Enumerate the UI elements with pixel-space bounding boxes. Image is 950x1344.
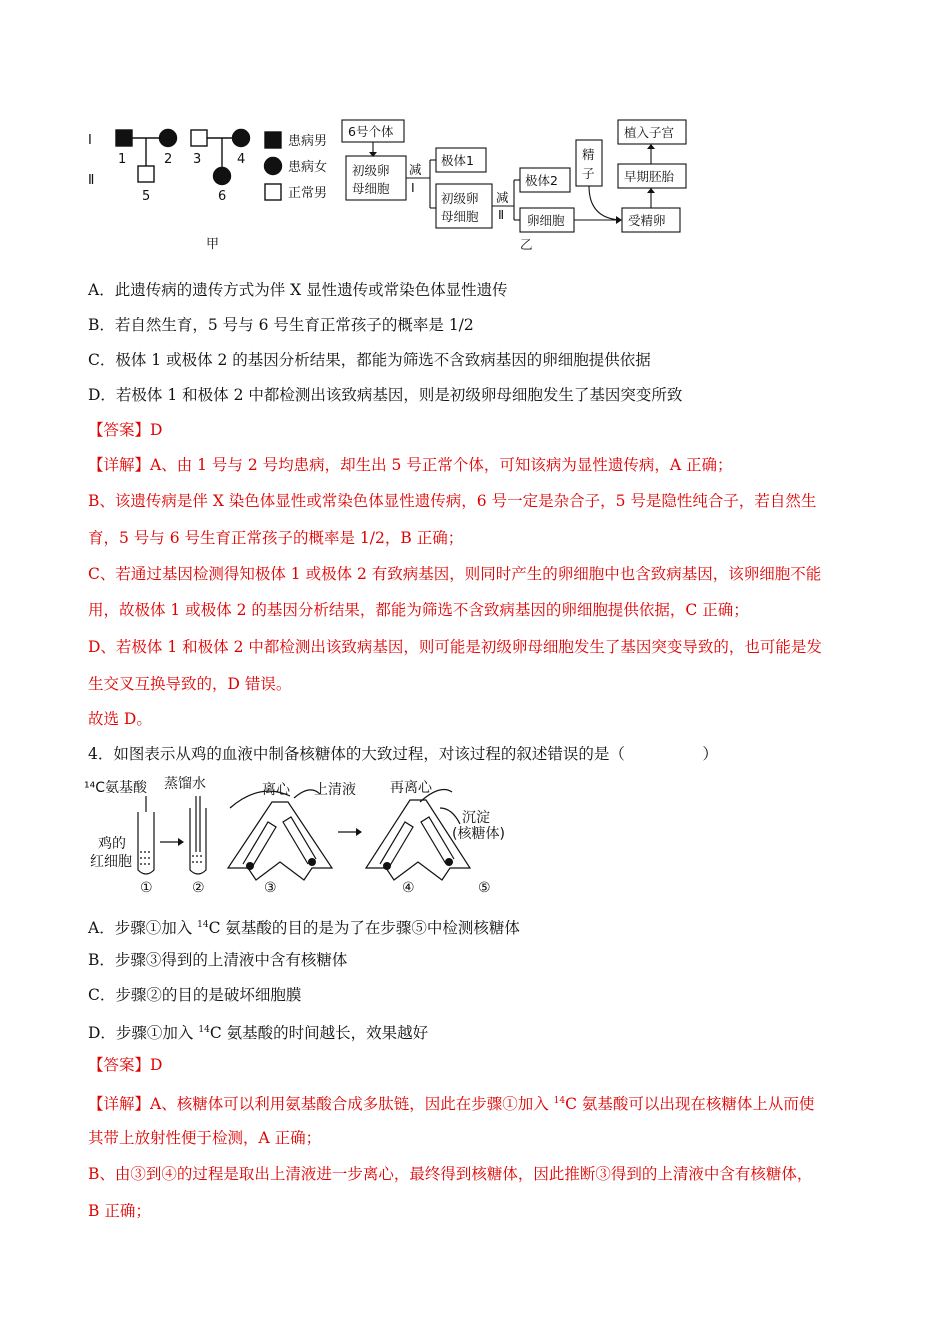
box-primary-oocyte-1a: 初级卵 (352, 163, 390, 178)
caption-yi: 乙 (520, 237, 533, 252)
label-meiosis-1a: 减 (409, 162, 422, 177)
label-chicken: 鸡的 (98, 836, 126, 852)
individual-5-normal-male (138, 166, 154, 182)
legend-affected-male: 患病男 (288, 134, 328, 149)
label-step-3: ③ (264, 880, 277, 896)
label-2: 2 (164, 152, 173, 167)
q4-option-a: A．步骤①加入 $^{14}$C 氨基酸的目的是为了在步骤⑤中检测核糖体 (88, 919, 520, 937)
q3-detail-a: 【详解】A、由 1 号与 2 号均患病，却生出 5 号正常个体，可知该病为显性遗传病，A 正确； (88, 456, 733, 474)
q4-option-b: B．步骤③得到的上清液中含有核糖体 (88, 951, 348, 969)
q4-answer: 【答案】D (88, 1056, 163, 1074)
q3-option-d: D．若极体 1 和极体 2 中都检测出该致病基因，则是初级卵母细胞发生了基因突变所致 (88, 386, 683, 404)
label-precipitate: 沉淀 (462, 810, 490, 826)
q3-choose: 故选 D。 (88, 710, 152, 728)
figure-pedigree-and-flow (80, 108, 720, 258)
q3-option-a: A．此遗传病的遗传方式为伴 X 显性遗传或常染色体显性遗传 (88, 281, 508, 299)
individual-3-normal-male (191, 130, 207, 146)
label-4: 4 (237, 152, 246, 167)
label-meiosis-2b: Ⅱ (498, 207, 505, 222)
label-step-1: ① (140, 880, 153, 896)
box-egg-cell: 卵细胞 (527, 213, 565, 228)
q4-detail-a1: 【详解】A、核糖体可以利用氨基酸合成多肽链，因此在步骤①加入 $^{14}$C 氨基酸可以出现在核糖体上从而使 (88, 1095, 815, 1113)
label-recentrifuge: 再离心 (390, 780, 432, 796)
box-polar-body-2: 极体2 (525, 173, 558, 188)
caption-jia: 甲 (206, 237, 220, 252)
gen1-label: Ⅰ (88, 133, 92, 148)
label-ribosome: (核糖体) (452, 826, 505, 842)
individual-4-affected-female (233, 130, 250, 147)
gen2-label: Ⅱ (88, 173, 95, 188)
q4-detail-b2: B 正确； (88, 1202, 151, 1220)
label-5: 5 (142, 189, 151, 204)
q3-detail-b2: 育，5 号与 6 号生育正常孩子的概率是 1/2，B 正确； (88, 529, 464, 547)
q3-option-b: B．若自然生育，5 号与 6 号生育正常孩子的概率是 1/2 (88, 316, 474, 334)
box-zygote: 受精卵 (628, 213, 666, 228)
box-polar-body-1: 极体1 (441, 153, 474, 168)
box-primary-oocyte-1b: 母细胞 (352, 181, 390, 196)
box-early-embryo: 早期胚胎 (624, 169, 675, 184)
box-sperm-a: 精 (582, 147, 595, 162)
q4-option-c: C．步骤②的目的是破坏细胞膜 (88, 986, 302, 1004)
individual-2-affected-female (160, 130, 177, 147)
label-meiosis-1b: Ⅰ (411, 180, 415, 195)
label-c14-amino-acid: ¹⁴C氨基酸 (84, 780, 147, 796)
figure-ribosome-prep (80, 772, 540, 900)
legend-affected-female: 患病女 (288, 160, 328, 175)
label-1: 1 (118, 152, 127, 167)
label-6: 6 (218, 189, 227, 204)
individual-6-affected-female (214, 168, 231, 185)
label-3: 3 (193, 152, 202, 167)
label-supernatant: 上清液 (314, 782, 356, 798)
box-implant-uterus: 植入子宫 (624, 125, 675, 140)
q3-detail-c2: 用，故极体 1 或极体 2 的基因分析结果，都能为筛选不含致病基因的卵细胞提供依据，C 正确； (88, 601, 749, 619)
q3-option-c: C．极体 1 或极体 2 的基因分析结果，都能为筛选不含致病基因的卵细胞提供依据 (88, 351, 651, 369)
label-meiosis-2a: 减 (496, 190, 509, 205)
legend-normal-male: 正常男 (288, 186, 328, 201)
individual-1-affected-male (116, 130, 132, 146)
q3-detail-d2: 生交叉互换导致的，D 错误。 (88, 675, 292, 693)
q3-detail-d1: D、若极体 1 和极体 2 中都检测出该致病基因，则可能是初级卵母细胞发生了基因突变导致的，也可能是发 (88, 638, 822, 656)
box-primary-oocyte-2b: 母细胞 (441, 209, 479, 224)
q4-detail-b1: B、由③到④的过程是取出上清液进一步离心，最终得到核糖体，因此推断③得到的上清液中含有核糖体， (88, 1165, 813, 1183)
box-primary-oocyte-2a: 初级卵 (441, 191, 479, 206)
label-distilled-water: 蒸馏水 (164, 776, 206, 792)
box-individual-6: 6号个体 (348, 124, 394, 139)
q3-detail-b1: B、该遗传病是伴 X 染色体显性或常染色体显性遗传病，6 号一定是杂合子，5 号是隐性纯合子，若自然生 (88, 492, 817, 510)
q4-stem: 4．如图表示从鸡的血液中制备核糖体的大致过程，对该过程的叙述错误的是（ ） (88, 745, 718, 763)
label-step-4: ④ (402, 880, 415, 896)
box-sperm-b: 子 (582, 166, 595, 181)
label-centrifuge: 离心 (262, 782, 290, 798)
label-red-blood-cell: 红细胞 (90, 854, 132, 870)
q4-option-d: D．步骤①加入 $^{14}$C 氨基酸的时间越长，效果越好 (88, 1024, 429, 1042)
q4-detail-a2: 其带上放射性便于检测，A 正确； (88, 1129, 322, 1147)
label-step-2: ② (192, 880, 205, 896)
q3-detail-c1: C、若通过基因检测得知极体 1 或极体 2 有致病基因，则同时产生的卵细胞中也含致病基因，该卵细胞不能 (88, 565, 822, 583)
label-step-5: ⑤ (478, 880, 491, 896)
q3-answer: 【答案】D (88, 421, 163, 439)
